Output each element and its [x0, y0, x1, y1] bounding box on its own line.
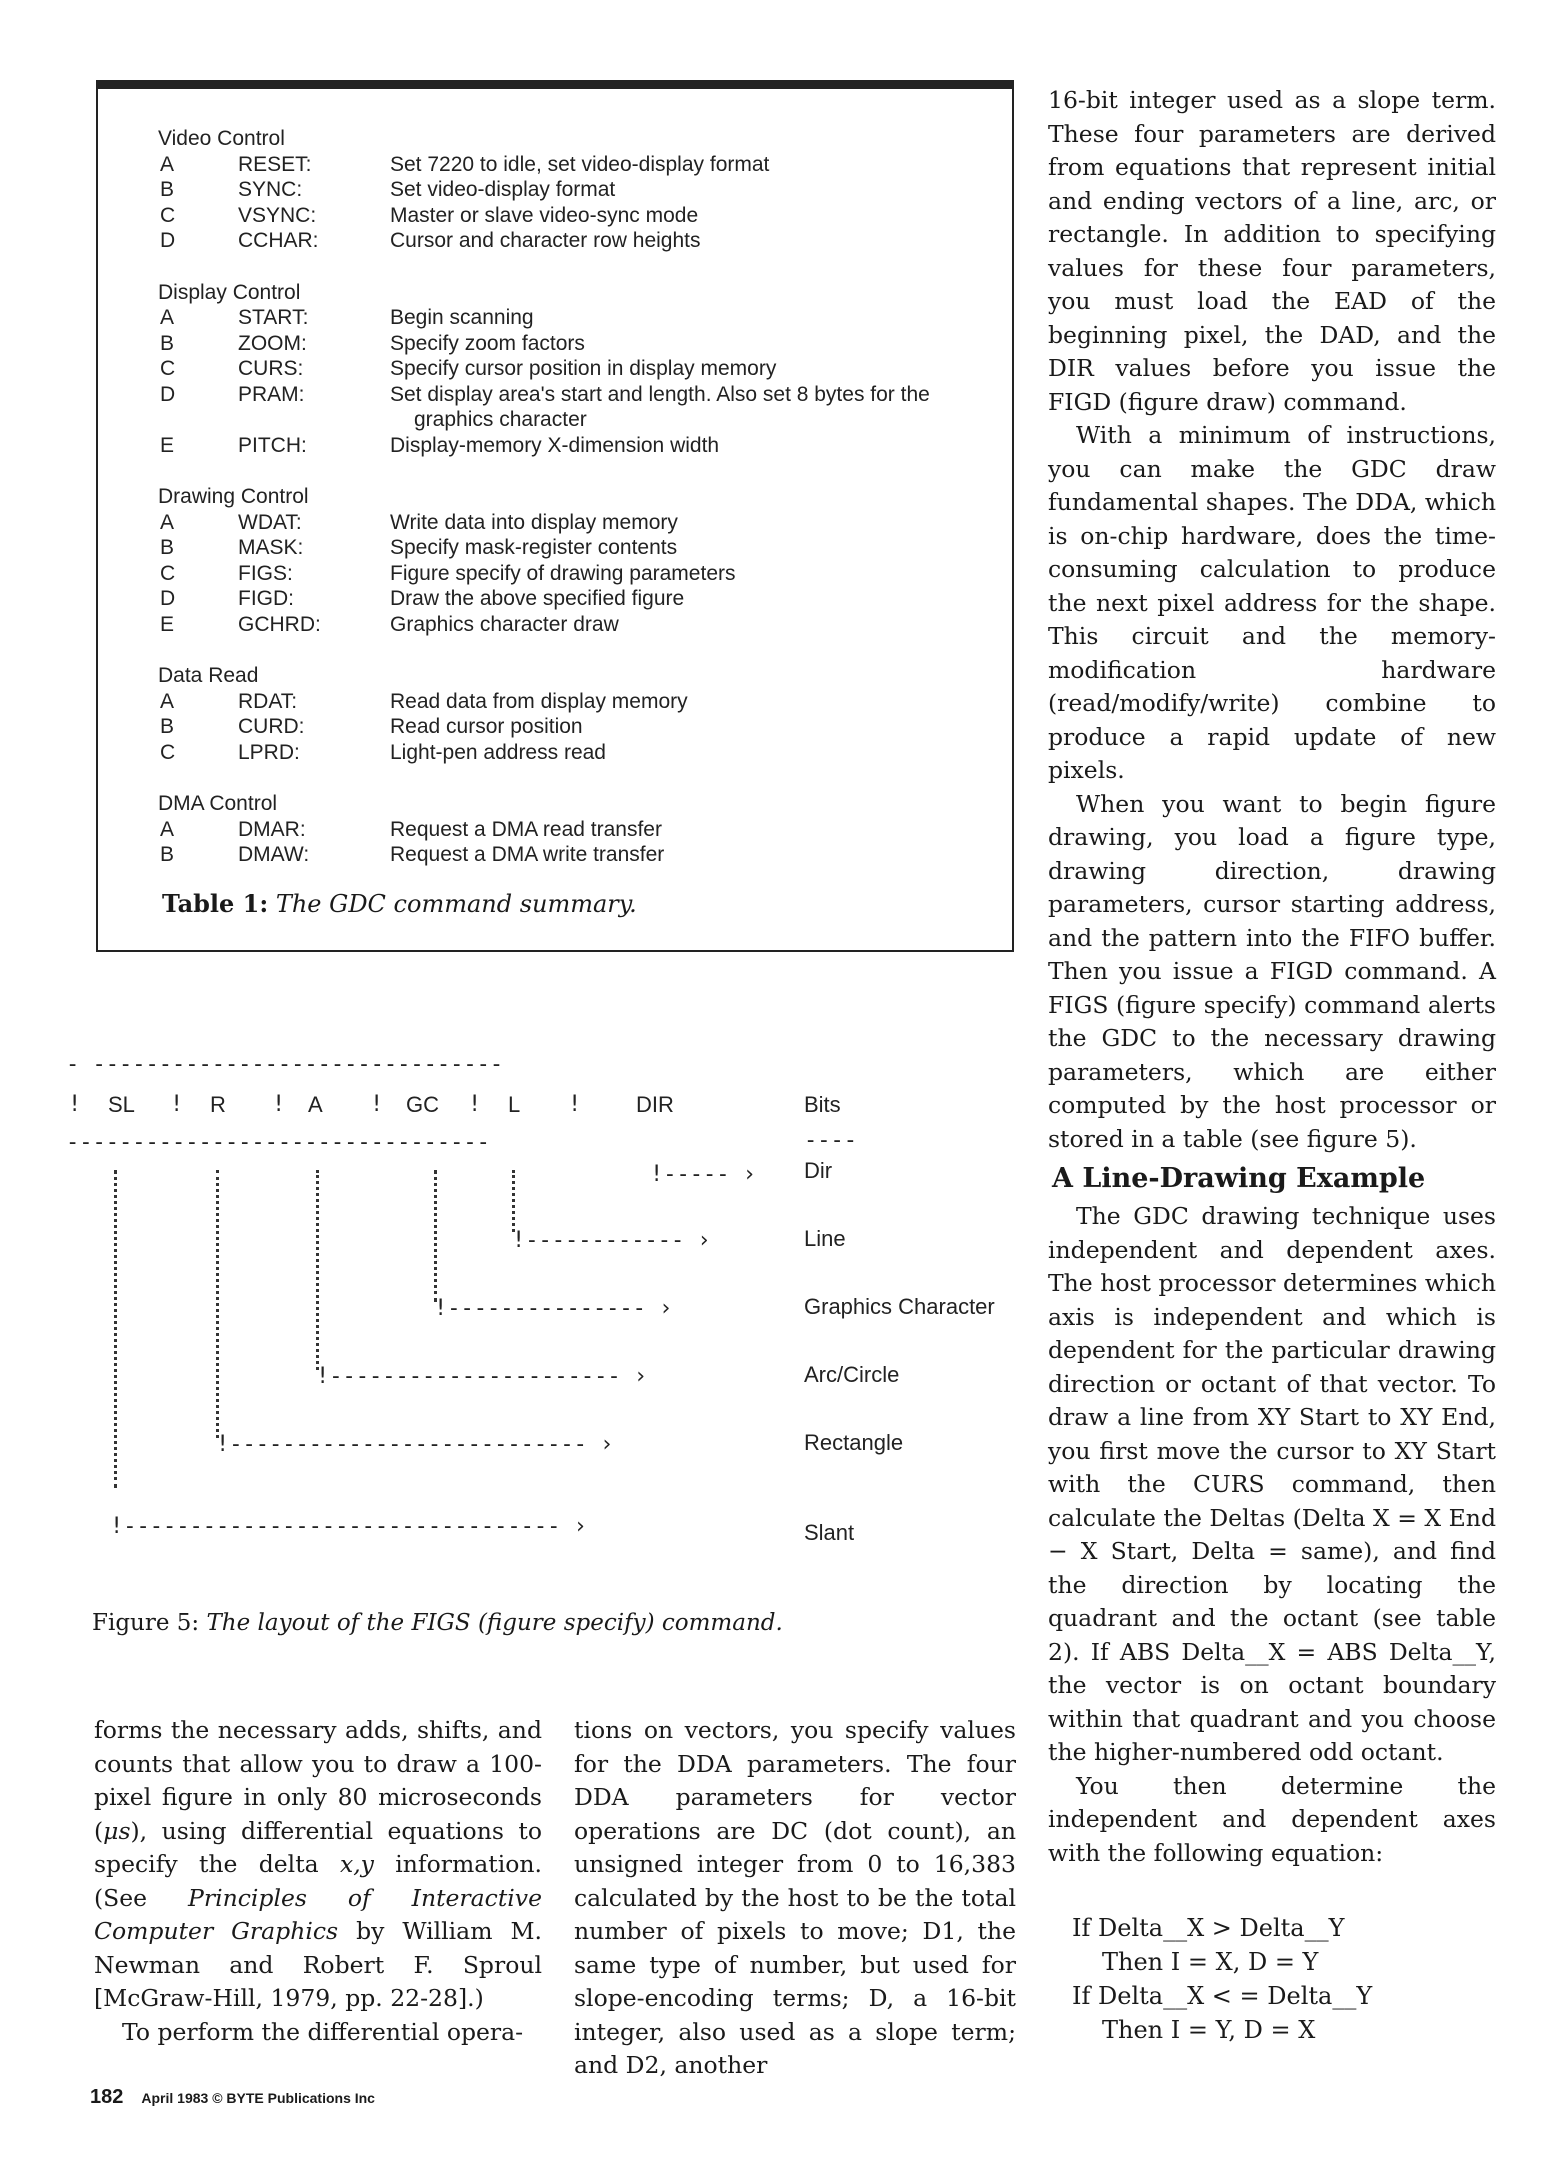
table-row-command: DMAR: — [238, 817, 306, 841]
field-separator: ! — [370, 1092, 384, 1117]
bits-underline: ---- — [804, 1128, 857, 1153]
table-row-letter: D — [160, 587, 176, 610]
table-row-description-continued: graphics character — [414, 408, 587, 431]
paragraph: You then determine the independent and dependent axes with the following equation: — [1048, 1771, 1496, 1867]
table-row-command: RESET: — [238, 152, 312, 176]
field-gc: GC — [406, 1092, 439, 1117]
table-row-letter: B — [160, 843, 175, 866]
label-slant: Slant — [804, 1520, 855, 1545]
paragraph: 16-bit integer used as a slope term. These four parameters are derived from equations that represent initial and ending vectors of a line, arc, or rectangle. In addition to specifying values for these four parameters, you must load the EAD of the beginning pixel, the DAD, and the DIR values before you issue the FIGD (figure draw) command. — [1048, 86, 1496, 416]
table-row-description: Specify mask-register contents — [390, 536, 678, 559]
table-row-command: FIGS: — [238, 561, 293, 585]
table-row-letter: A — [160, 817, 175, 841]
table-row-description: Specify zoom factors — [390, 331, 585, 355]
field-separator: ! — [468, 1092, 482, 1117]
label-line: Line — [804, 1226, 846, 1251]
table-group-title: Drawing Control — [158, 485, 309, 508]
table-row-command: RDAT: — [238, 689, 298, 713]
table-row-letter: A — [160, 510, 175, 534]
text-column-right-bottom — [1048, 1200, 1496, 1870]
table-row-description: Master or slave video-sync mode — [390, 203, 699, 227]
table-row-description: Display-memory X-dimension width — [390, 433, 720, 457]
table-row-description: Set video-display format — [390, 178, 616, 201]
table-row-description: Specify cursor position in display memory — [390, 357, 777, 380]
sl-vertical-line — [114, 1170, 117, 1488]
table-row-letter: C — [160, 561, 176, 585]
field-dir: DIR — [636, 1092, 674, 1117]
table-row-letter: B — [160, 715, 175, 738]
table-row-description: Set display area's start and length. Also set 8 bytes for the — [390, 382, 930, 406]
text-column-left — [94, 1714, 542, 2049]
table-row-description: Graphics character draw — [390, 612, 619, 636]
r-vertical-line — [216, 1170, 219, 1438]
equation-line-2: Then I = X, D = Y — [1102, 1948, 1319, 1976]
table-row-command: CCHAR: — [238, 229, 319, 252]
table-group-title: DMA Control — [158, 792, 278, 815]
table-row-letter: C — [160, 357, 176, 380]
table-row-command: CURD: — [238, 715, 305, 738]
table-row-letter: C — [160, 740, 176, 764]
field-separator: ! — [68, 1092, 82, 1117]
bits-label: Bits — [804, 1092, 841, 1117]
field-a: A — [308, 1092, 323, 1117]
table-row-description: Light-pen address read — [390, 740, 606, 764]
table-row-description: Begin scanning — [390, 306, 534, 329]
arc-circle-leader: !---------------------- › — [316, 1364, 648, 1389]
table-row-description: Request a DMA write transfer — [390, 843, 665, 866]
section-heading: A Line-Drawing Example — [1052, 1163, 1426, 1194]
table-row-description: Set 7220 to idle, set video-display format — [390, 152, 770, 176]
table-row-command: LPRD: — [238, 740, 300, 764]
graphics-character-leader: !--------------- › — [434, 1296, 673, 1321]
page-footer — [90, 2086, 375, 2109]
table-row-letter: D — [160, 382, 176, 406]
table-row-command: GCHRD: — [238, 612, 321, 636]
table-row-letter: E — [160, 612, 175, 636]
dir-leader: !----- › — [650, 1162, 756, 1187]
text-column-right-top — [1048, 84, 1496, 1156]
table-group-title: Video Control — [158, 127, 285, 150]
table-row-letter: C — [160, 203, 176, 227]
table-row-letter: D — [160, 229, 176, 252]
page-number: 182 — [90, 2086, 124, 2108]
field-l: L — [508, 1092, 521, 1117]
equation-line-1: If Delta__X > Delta__Y — [1072, 1914, 1345, 1942]
line-leader: !------------ › — [512, 1228, 711, 1253]
table-row-letter: B — [160, 331, 175, 355]
paragraph: forms the necessary adds, shifts, and counts that allow you to draw a 100-pixel figure in only 80 microseconds (μs), using differential equations to specify the delta x,y information. (See Principles of Interactive Computer Graphics by William M. Newman and Robert F. Sproul [McGraw-Hill, 1979, pp. 22-28].) — [94, 1716, 542, 2012]
field-sl: SL — [108, 1092, 135, 1117]
paragraph: tions on vectors, you specify values for the DDA parameters. The four DDA parameters for vector operations are DC (dot count), an unsigned integer from 0 to 16,383 calculated by the host to be the total number of pixels to move; D1, the same type of number, but used for slope-encoding terms; D, a 16-bit integer, also used as a slope term; and D2, another — [574, 1716, 1016, 2079]
table-row-command: PITCH: — [238, 433, 307, 457]
table-row-command: FIGD: — [238, 587, 294, 610]
figure-5-caption: Figure 5: The layout of the FIGS (figure specify) command. — [92, 1610, 783, 1636]
l-vertical-line — [512, 1170, 515, 1232]
rectangle-leader: !--------------------------- › — [216, 1432, 614, 1457]
table-row-description: Request a DMA read transfer — [390, 817, 662, 841]
paragraph: When you want to begin figure drawing, you load a figure type, drawing direction, drawing parameters, cursor starting address, and the pattern into the FIFO buffer. Then you issue a FIGD command. A FIGS (figure specify) command alerts the GDC to the necessary drawing parameters, which are either computed by the host processor or stored in a table (see figure 5). — [1048, 789, 1496, 1153]
table-row-description: Cursor and character row heights — [390, 229, 701, 252]
label-dir: Dir — [804, 1158, 833, 1183]
field-separator: ! — [568, 1092, 582, 1117]
a-vertical-line — [316, 1170, 319, 1370]
table-row-letter: A — [160, 306, 175, 329]
field-separator: ! — [272, 1092, 286, 1117]
paragraph: With a minimum of instructions, you can make the GDC draw fundamental shapes. The DDA, which is on-chip hardware, does the time-consuming calculation to produce the next pixel address for the shape. This circuit and the memory-modification hardware (read/modify/write) combine to produce a rapid update of new pixels. — [1048, 421, 1496, 784]
equation-line-4: Then I = Y, D = X — [1102, 2016, 1316, 2044]
table-row-description: Read cursor position — [390, 715, 583, 738]
label-graphics-character: Graphics Character — [804, 1294, 995, 1319]
table-row-description: Write data into display memory — [390, 510, 678, 534]
table-row-command: DMAW: — [238, 843, 310, 866]
table-1-caption: Table 1: The GDC command summary. — [162, 889, 637, 918]
table-row-description: Read data from display memory — [390, 689, 688, 713]
figure-top-rule: - ------------------------------- — [66, 1052, 504, 1077]
paragraph: To perform the differential opera- — [122, 2017, 524, 2046]
label-rectangle: Rectangle — [804, 1430, 904, 1455]
table-row-command: CURS: — [238, 357, 304, 380]
table-row-letter: A — [160, 689, 175, 713]
table-row-letter: A — [160, 152, 175, 176]
figure-header-rule: -------------------------------- — [66, 1130, 490, 1155]
text-column-middle — [574, 1714, 1016, 2083]
label-arc-circle: Arc/Circle — [804, 1362, 900, 1387]
table-row-description: Figure specify of drawing parameters — [390, 561, 736, 585]
gc-vertical-line — [434, 1170, 437, 1302]
table-group-title: Display Control — [158, 280, 301, 304]
paragraph: The GDC drawing technique uses independent and dependent axes. The host processor determines which axis is independent and which is dependent for the particular drawing direction or octant of that vector. To draw a line from XY Start to XY End, you first move the cursor to XY Start with the CURS command, then calculate the Deltas (Delta X = X End − X Start, Delta = same), and find the direction by locating the quadrant and the octant (see table 2). If ABS Delta__X = ABS Delta__Y, the vector is on octant boundary within that quadrant and you choose the higher-numbered odd octant. — [1048, 1202, 1496, 1766]
table-1-box — [96, 80, 1014, 952]
equation-line-3: If Delta__X < = Delta__Y — [1072, 1982, 1373, 2010]
field-r: R — [210, 1092, 226, 1117]
table-row-letter: B — [160, 178, 175, 201]
table-row-command: START: — [238, 306, 309, 329]
table-row-command: MASK: — [238, 536, 304, 559]
table-row-letter: B — [160, 536, 175, 559]
table-row-command: PRAM: — [238, 382, 305, 406]
slant-leader: !--------------------------------- › — [110, 1514, 587, 1539]
table-row-command: ZOOM: — [238, 331, 307, 355]
table-row-command: VSYNC: — [238, 203, 317, 227]
table-row-letter: E — [160, 433, 175, 457]
table-row-command: SYNC: — [238, 178, 303, 201]
table-group-title: Data Read — [158, 664, 259, 687]
table-row-command: WDAT: — [238, 510, 302, 534]
publication-line: April 1983 © BYTE Publications Inc — [141, 2090, 375, 2106]
field-separator: ! — [170, 1092, 184, 1117]
table-row-description: Draw the above specified figure — [390, 587, 685, 610]
